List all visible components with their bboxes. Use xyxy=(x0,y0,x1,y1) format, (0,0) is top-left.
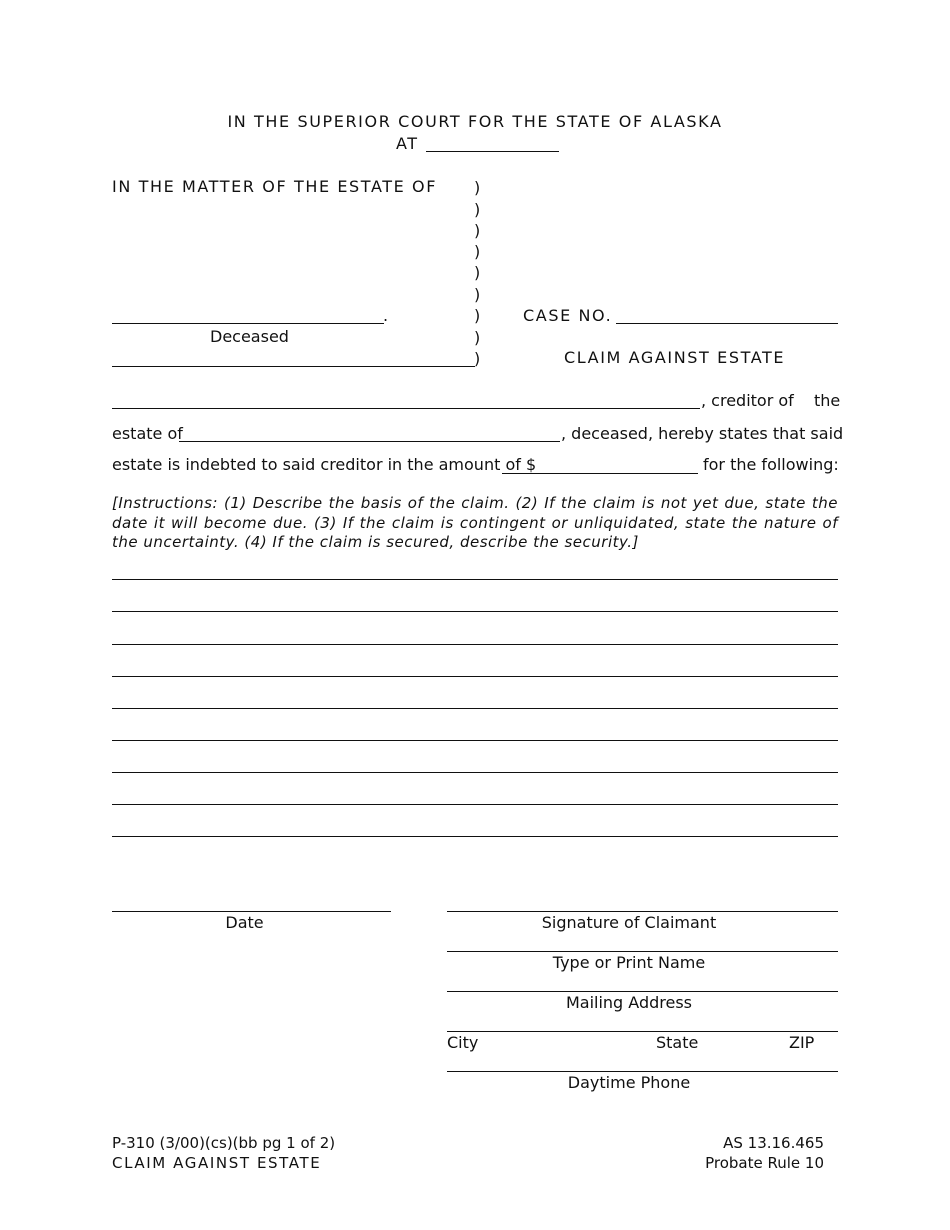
deceased-label: Deceased xyxy=(210,327,289,346)
caption-paren: ) xyxy=(474,178,481,197)
decedent-name-field-line[interactable] xyxy=(112,323,384,324)
claim-description-line[interactable] xyxy=(112,579,838,580)
amount-field-line[interactable] xyxy=(502,473,698,474)
probate-rule: Probate Rule 10 xyxy=(705,1154,824,1172)
period-mark: . xyxy=(383,306,389,325)
caption-paren: ) xyxy=(474,200,481,219)
claim-description-line[interactable] xyxy=(112,676,838,677)
at-label: AT xyxy=(396,134,419,153)
claim-description-line[interactable] xyxy=(112,708,838,709)
matter-label: IN THE MATTER OF THE ESTATE OF xyxy=(112,177,438,196)
claim-description-line[interactable] xyxy=(112,836,838,837)
caption-paren: ) xyxy=(474,263,481,282)
estate-of-text: estate of xyxy=(112,424,183,443)
zip-label: ZIP xyxy=(789,1033,815,1052)
signature-field-line[interactable] xyxy=(447,911,838,912)
date-field-line[interactable] xyxy=(112,911,391,912)
phone-field-line[interactable] xyxy=(447,1071,838,1072)
deceased-states-text: , deceased, hereby states that said xyxy=(561,424,844,443)
caption-paren: ) xyxy=(474,285,481,304)
mailing-address-label: Mailing Address xyxy=(565,993,693,1012)
print-name-field-line[interactable] xyxy=(447,951,838,952)
the-text: the xyxy=(814,391,841,410)
for-following-text: for the following: xyxy=(703,455,839,474)
instructions-text: [Instructions: (1) Describe the basis of the claim. (2) If the claim is not yet due, state the date it will become due. (3) If the claim is contingent or unliquidated, state the nature of the uncertainty. (4) If the claim is secured, describe the security.] xyxy=(112,494,838,551)
caption-bottom-line xyxy=(112,366,475,367)
court-heading: IN THE SUPERIOR COURT FOR THE STATE OF ALASKA xyxy=(227,112,723,131)
claim-description-line[interactable] xyxy=(112,611,838,612)
case-no-field-line[interactable] xyxy=(616,323,838,324)
signature-label: Signature of Claimant xyxy=(541,913,717,932)
date-label: Date xyxy=(225,913,264,932)
location-field-line[interactable] xyxy=(426,151,559,152)
claim-description-line[interactable] xyxy=(112,644,838,645)
form-title: CLAIM AGAINST ESTATE xyxy=(564,348,786,367)
caption-paren: ) xyxy=(474,242,481,261)
form-name-footer: CLAIM AGAINST ESTATE xyxy=(112,1154,322,1172)
creditor-name-field-line[interactable] xyxy=(112,408,700,409)
indebted-text: estate is indebted to said creditor in the amount of $ xyxy=(112,455,537,474)
state-label: State xyxy=(656,1033,699,1052)
caption-paren: ) xyxy=(474,306,481,325)
estate-name-field-line[interactable] xyxy=(179,441,560,442)
mailing-address-field-line[interactable] xyxy=(447,991,838,992)
print-name-label: Type or Print Name xyxy=(552,953,706,972)
form-number: P-310 (3/00)(cs)(bb pg 1 of 2) xyxy=(112,1134,336,1152)
claim-description-line[interactable] xyxy=(112,772,838,773)
statute-reference: AS 13.16.465 xyxy=(723,1134,824,1152)
city-state-zip-field-line[interactable] xyxy=(447,1031,838,1032)
creditor-of-text: , creditor of xyxy=(701,391,794,410)
case-no-label: CASE NO. xyxy=(523,306,613,325)
claim-description-line[interactable] xyxy=(112,740,838,741)
claim-description-line[interactable] xyxy=(112,804,838,805)
phone-label: Daytime Phone xyxy=(567,1073,691,1092)
city-label: City xyxy=(447,1033,479,1052)
caption-paren: ) xyxy=(474,349,481,368)
caption-paren: ) xyxy=(474,221,481,240)
caption-paren: ) xyxy=(474,328,481,347)
